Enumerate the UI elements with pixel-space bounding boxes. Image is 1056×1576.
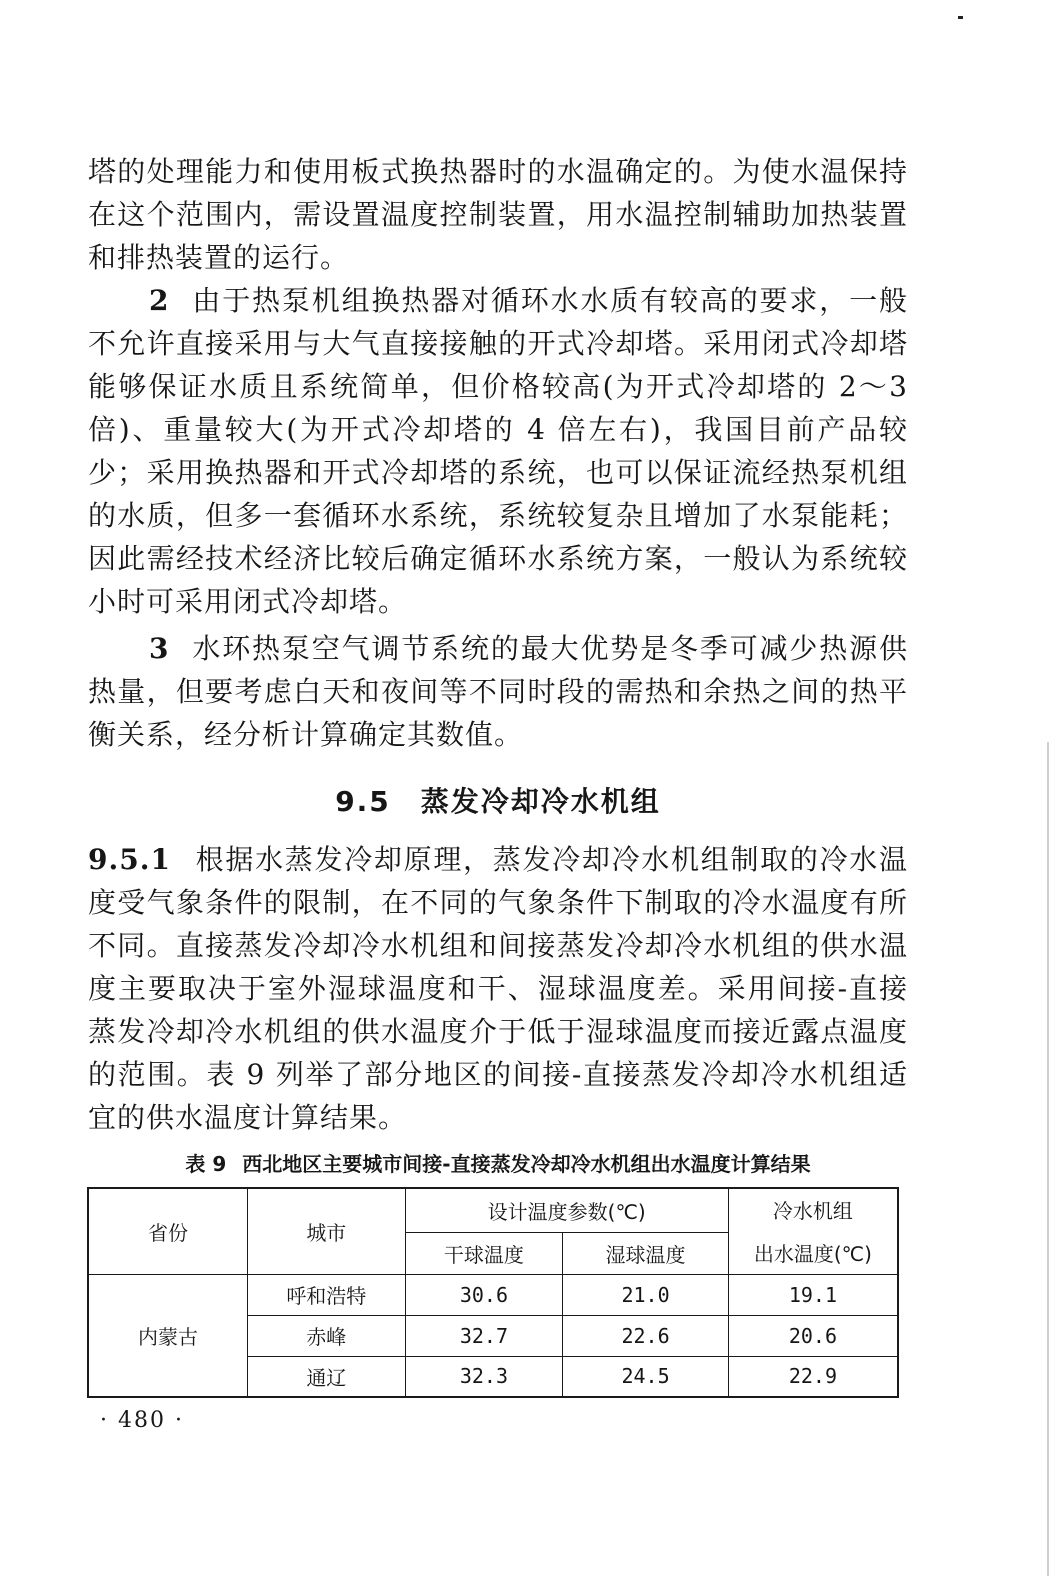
header-wet-bulb: 湿球温度: [563, 1232, 729, 1274]
cell-outlet-temp: 19.1: [728, 1274, 898, 1315]
cell-city: 赤峰: [248, 1315, 406, 1356]
table-header-row: [88, 1188, 898, 1232]
cell-outlet-temp: 20.6: [728, 1315, 898, 1356]
page-number: · 480 ·: [100, 1408, 184, 1433]
cell-city: 呼和浩特: [248, 1274, 406, 1315]
cell-wet-bulb: 24.5: [563, 1356, 729, 1397]
cell-dry-bulb: 32.3: [405, 1356, 563, 1397]
header-dry-bulb: 干球温度: [405, 1232, 563, 1274]
header-province: 省份: [88, 1188, 248, 1274]
header-outlet-line1: 冷水机组: [772, 1199, 853, 1224]
section-number: 9.5.1: [88, 843, 171, 876]
table-caption: [88, 1148, 908, 1177]
paragraph-text: 水环热泵空气调节系统的最大优势是冬季可减少热源供热量，但要考虑白天和夜间等不同时段的需热和余热之间的热平衡关系，经分析计算确定其数值。: [88, 632, 908, 751]
item-number: 3: [149, 632, 170, 665]
cell-province: 内蒙古: [88, 1274, 248, 1397]
cell-wet-bulb: 22.6: [563, 1315, 729, 1356]
cell-dry-bulb: 30.6: [405, 1274, 563, 1315]
cell-dry-bulb: 32.7: [405, 1315, 563, 1356]
table-caption-label: 表 9: [185, 1152, 227, 1176]
cell-outlet-temp: 22.9: [728, 1356, 898, 1397]
corner-mark: [958, 16, 963, 19]
paragraph-text: 根据水蒸发冷却原理，蒸发冷却冷水机组制取的冷水温度受气象条件的限制，在不同的气象条件下制取的冷水温度有所不同。直接蒸发冷却冷水机组和间接蒸发冷却冷水机组的供水温度主要取决于室外湿球温度和干、湿球温度差。采用间接-直接蒸发冷却冷水机组的供水温度介于低于湿球温度而接近露点温度的范围。表 9 列举了部分地区的间接-直接蒸发冷却冷水机组适宜的供水温度计算结果。: [88, 843, 908, 1134]
header-outlet-temp: [728, 1188, 898, 1274]
paragraph-item-3: [88, 627, 908, 756]
cell-wet-bulb: 21.0: [563, 1274, 729, 1315]
header-design-group: 设计温度参数(℃): [405, 1188, 728, 1232]
section-heading: 9.5 蒸发冷却冷水机组: [335, 785, 661, 818]
header-city: 城市: [248, 1188, 406, 1274]
paragraph-text: 由于热泵机组换热器对循环水水质有较高的要求，一般不允许直接采用与大气直接接触的开式冷却塔。采用闭式冷却塔能够保证水质且系统简单，但价格较高(为开式冷却塔的 2～3 倍)、重量较大(为开式冷却塔的 4 倍左右)，我国目前产品较少；采用换热器和开式冷却塔的系统，也可以保证流经热泵机组的水质，但多一套循环水系统，系统较复杂且增加了水泵能耗；因此需经技术经济比较后确定循环水系统方案，一般认为系统较小时可采用闭式冷却塔。: [88, 284, 908, 618]
margin-line: [1047, 742, 1049, 1576]
paragraph-item-2: [88, 279, 908, 623]
item-number: 2: [149, 284, 170, 317]
paragraph-section-951: [88, 838, 908, 1139]
paragraph-continuation: 塔的处理能力和使用板式换热器时的水温确定的。为使水温保持在这个范围内，需设置温度控制装置，用水温控制辅助加热装置和排热装置的运行。: [88, 155, 908, 274]
header-outlet-line2: 出水温度(℃): [753, 1242, 872, 1267]
table-caption-text: 西北地区主要城市间接-直接蒸发冷却冷水机组出水温度计算结果: [242, 1152, 811, 1176]
data-table: [87, 1187, 899, 1398]
table-row: [88, 1274, 898, 1315]
cell-city: 通辽: [248, 1356, 406, 1397]
